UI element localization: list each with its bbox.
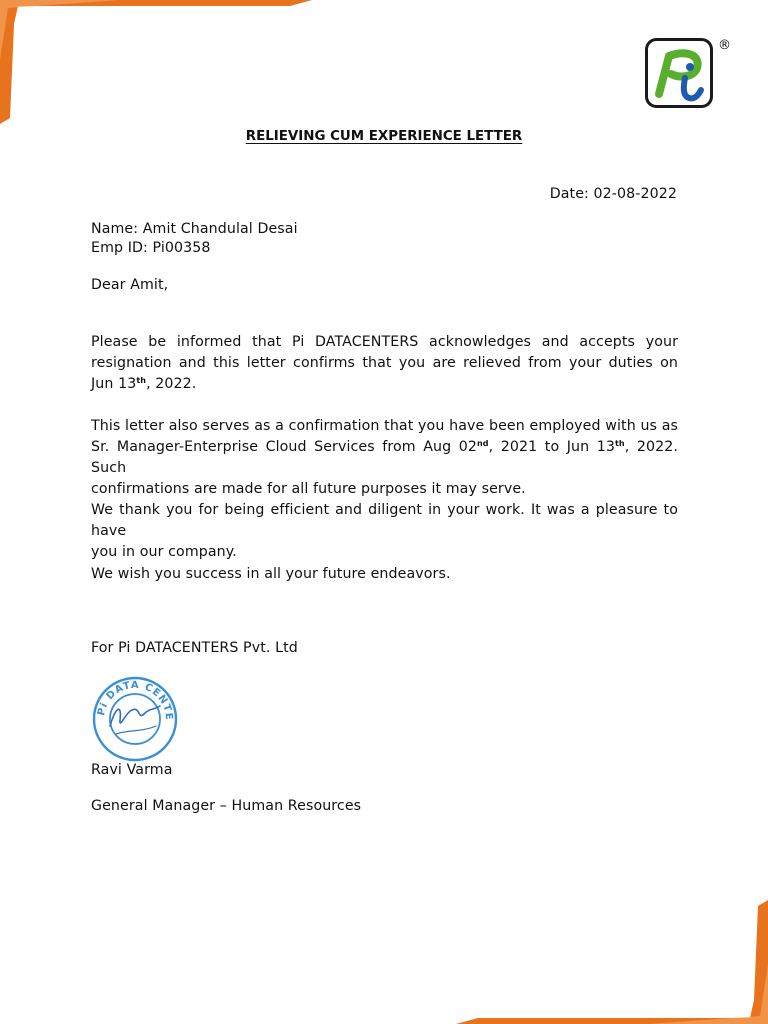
paragraph-line: confirmations are made for all future purposes it may serve.	[91, 481, 526, 497]
paragraph-employment	[91, 416, 678, 500]
paragraph-line: you in our company.	[91, 544, 237, 560]
paragraph-line: We thank you for being efficient and diligent in your work. It was a pleasure to have	[91, 502, 678, 539]
paragraph-wishes: We wish you success in all your future endeavors.	[91, 566, 451, 582]
paragraph-line: Please be informed that Pi DATACENTERS acknowledges and accepts your	[91, 334, 678, 350]
paragraph-line: resignation and this letter confirms that you are relieved from your duties on	[91, 355, 678, 371]
top-left-corner-accent	[0, 0, 312, 124]
letter-title: RELIEVING CUM EXPERIENCE LETTER	[245, 129, 523, 144]
bottom-right-corner-accent	[456, 900, 768, 1024]
employee-id: Emp ID: Pi00358	[91, 240, 211, 256]
paragraph-line: Sr. Manager-Enterprise Cloud Services from Aug 02nd, 2021 to Jun 13th, 2022. Such	[91, 439, 678, 476]
company-stamp	[90, 676, 180, 762]
paragraph-thanks	[91, 500, 678, 563]
paragraph-line: This letter also serves as a confirmation that you have been employed with us as	[91, 418, 678, 434]
signatory-designation: General Manager – Human Resources	[91, 798, 362, 814]
paragraph-resignation	[91, 332, 678, 395]
company-signoff: For Pi DATACENTERS Pvt. Ltd	[91, 640, 298, 656]
signatory-name: Ravi Varma	[91, 762, 173, 778]
letter-date: Date: 02-08-2022	[549, 186, 677, 202]
registered-mark: ®	[718, 38, 731, 53]
top-left-corner-shade	[0, 0, 120, 60]
recipient-name: Name: Amit Chandulal Desai	[91, 221, 298, 237]
svg-text:Pi DATA CENTERS PVT LTD: Pi DATA CENTE	[96, 679, 175, 721]
salutation: Dear Amit,	[91, 277, 169, 293]
paragraph-line: Jun 13th, 2022.	[91, 376, 197, 392]
bottom-right-corner-shade	[648, 964, 768, 1024]
company-logo	[645, 38, 715, 110]
